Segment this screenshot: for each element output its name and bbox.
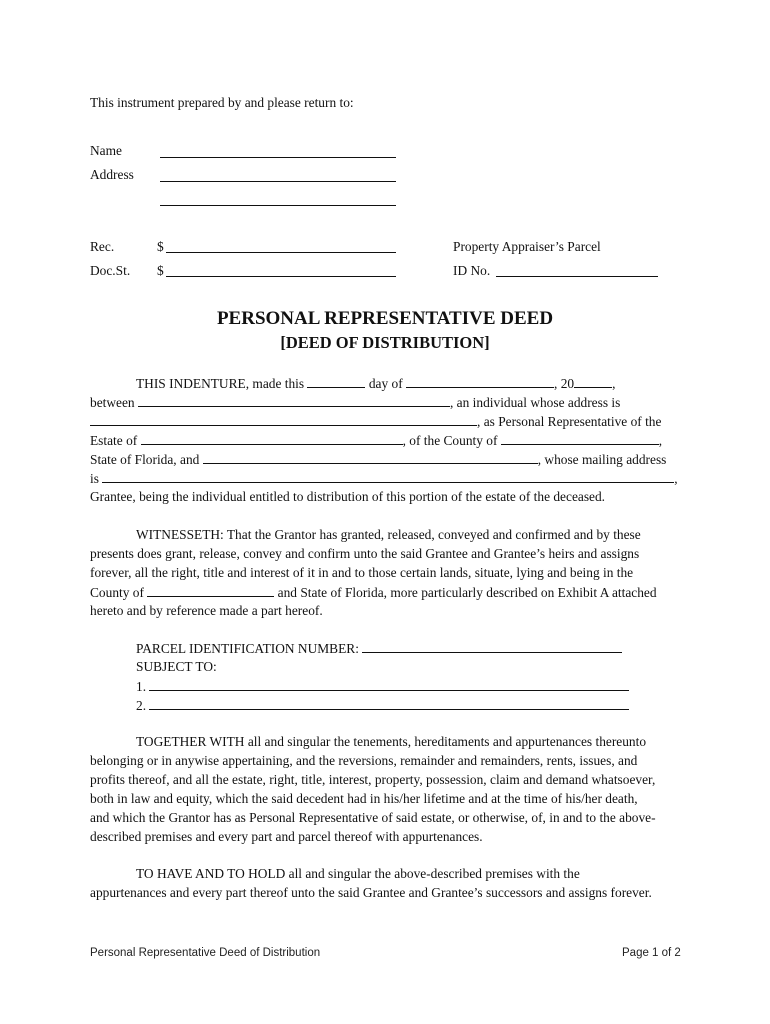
document-title: PERSONAL REPRESENTATIVE DEED: [216, 308, 554, 329]
pin-line: PARCEL IDENTIFICATION NUMBER:: [136, 640, 622, 657]
address-field-line-2[interactable]: [160, 205, 396, 206]
witnesseth-line-1: WITNESSETH: That the Grantor has granted, released, conveyed and confirmed and by these: [136, 527, 641, 542]
indenture-line-6: is ,: [90, 471, 678, 486]
address-field-line-1[interactable]: [160, 181, 396, 182]
subject-item-1-blank[interactable]: [149, 678, 629, 691]
rec-label: Rec.: [90, 239, 115, 254]
witnesseth-line-3: forever, all the right, title and interest of it in and to those certain lands, situate, lying and being in the: [90, 565, 634, 580]
grantor-name-blank[interactable]: [138, 394, 450, 407]
pin-blank[interactable]: [362, 640, 622, 653]
together-line-4: both in law and equity, which the said decedent had in his/her lifetime and at the time of his/her death,: [90, 791, 638, 806]
witnesseth-county-blank[interactable]: [147, 584, 274, 597]
rec-amount-line[interactable]: [166, 252, 396, 253]
subject-item-2: 2.: [136, 697, 629, 714]
docst-amount-line[interactable]: [166, 276, 396, 277]
together-line-2: belonging or in anywise appertaining, and the reversions, remainder and remainders, rents, issues, and: [90, 753, 638, 768]
parcel-label: Property Appraiser’s Parcel: [453, 239, 601, 254]
name-label: Name: [90, 143, 122, 158]
subject-item-1: 1.: [136, 678, 629, 695]
document-subtitle: [DEED OF DISTRIBUTION]: [280, 333, 490, 352]
indenture-line-5: State of Florida, and , whose mailing address: [90, 452, 667, 467]
witnesseth-line-2: presents does grant, release, convey and confirm unto the said Grantee and Grantee’s heirs and assigns: [90, 546, 640, 561]
subject-item-2-blank[interactable]: [149, 697, 629, 710]
indenture-line-2: between , an individual whose address is: [90, 395, 621, 410]
habendum-line-2: appurtenances and every part thereof unto the said Grantee and Grantee’s successors and assigns forever.: [90, 885, 652, 900]
footer-page-number: Page 1 of 2: [622, 947, 681, 959]
grantor-address-blank[interactable]: [90, 413, 477, 426]
together-line-5: and which the Grantor has as Personal Representative of said estate, or otherwise, of, in and to the above-: [90, 810, 656, 825]
estate-name-blank[interactable]: [141, 432, 403, 445]
witnesseth-line-4: County of and State of Florida, more particularly described on Exhibit A attached: [90, 585, 657, 600]
together-line-1: TOGETHER WITH all and singular the tenements, hereditaments and appurtenances thereunto: [136, 734, 647, 749]
indenture-year-blank[interactable]: [574, 375, 612, 388]
grantee-name-blank[interactable]: [203, 451, 538, 464]
together-line-3: profits thereof, and all the estate, right, title, interest, property, possession, claim and demand whatsoever,: [90, 772, 656, 787]
county-name-blank[interactable]: [501, 432, 659, 445]
indenture-line-3: , as Personal Representative of the: [90, 413, 661, 430]
indenture-line-1: THIS INDENTURE, made this day of , 20 ,: [136, 376, 616, 391]
address-label: Address: [90, 167, 134, 182]
docst-label: Doc.St.: [90, 263, 131, 278]
prepared-by-text: This instrument prepared by and please return to:: [90, 95, 354, 110]
together-line-6: described premises and every part and parcel thereof with appurtenances.: [90, 829, 483, 844]
indenture-line-7: Grantee, being the individual entitled to distribution of this portion of the estate of the deceased.: [90, 489, 606, 504]
grantee-address-blank[interactable]: [102, 470, 674, 483]
indenture-line-4: Estate of , of the County of ,: [90, 433, 663, 448]
indenture-month-blank[interactable]: [406, 375, 554, 388]
rec-dollar-sign: $: [157, 239, 164, 254]
id-no-label: ID No.: [453, 263, 491, 278]
indenture-day-blank[interactable]: [307, 375, 365, 388]
docst-dollar-sign: $: [157, 263, 164, 278]
witnesseth-line-5: hereto and by reference made a part hereof.: [90, 603, 323, 618]
footer-document-name: Personal Representative Deed of Distribution: [90, 947, 321, 959]
habendum-line-1: TO HAVE AND TO HOLD all and singular the above-described premises with the: [136, 866, 580, 881]
subject-to-label: SUBJECT TO:: [136, 659, 217, 674]
id-no-line[interactable]: [496, 276, 658, 277]
name-field-line[interactable]: [160, 157, 396, 158]
